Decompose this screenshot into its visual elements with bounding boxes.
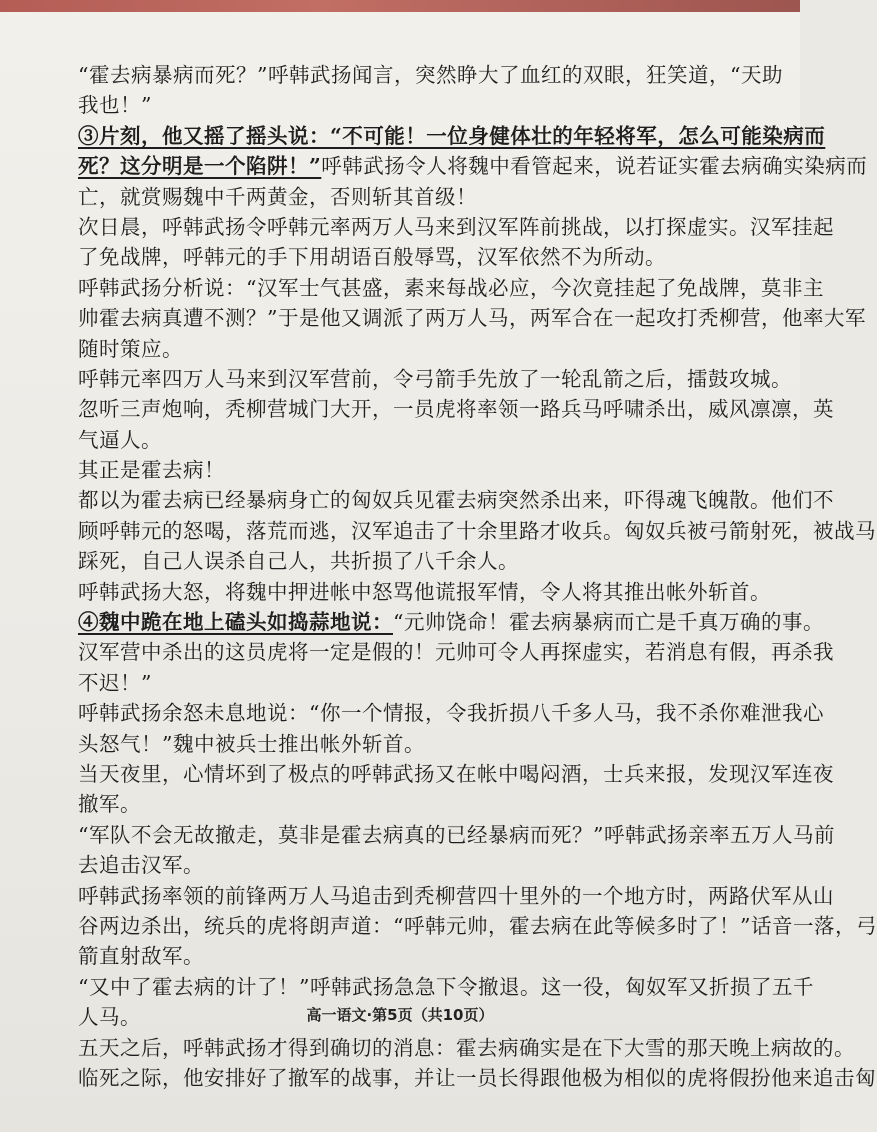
paragraph-line: 呼韩元率四万人马来到汉军营前，令弓箭手先放了一轮乱箭之后，擂鼓攻城。 [78, 366, 792, 391]
paragraph-line: “军队不会无故撤走，莫非是霍去病真的已经暴病而死？”呼韩武扬亲率五万人马前 [78, 822, 835, 847]
paragraph-line: “霍去病暴病而死？”呼韩武扬闻言，突然睁大了血红的双眼，狂笑道，“天助 [78, 63, 783, 87]
paragraph-line: 次日晨，呼韩武扬令呼韩元率两万人马来到汉军阵前挑战，以打探虚实。汉军挂起 [78, 214, 834, 239]
underlined-sentence-3: ③片刻，他又摇了摇头说：“不可能！一位身健体壮的年轻将军，怎么可能染病而 [78, 123, 826, 148]
paragraph-line: 呼韩武扬分析说：“汉军士气甚盛，素来每战必应，今次竟挂起了免战牌，莫非主 [78, 275, 824, 300]
paragraph-line: 不迟！” [78, 670, 152, 695]
paragraph-line: 呼韩武扬大怒，将魏中押进帐中怒骂他谎报军情，令人将其推出帐外斩首。 [78, 579, 771, 604]
paragraph-line: 忽听三声炮响，秃柳营城门大开，一员虎将率领一路兵马呼啸杀出，威风凛凛，英 [78, 397, 834, 422]
paragraph-line: 亡，就赏赐魏中千两黄金，否则斩其首级！ [78, 184, 477, 209]
paragraph-line [78, 121, 826, 151]
paragraph-line: 谷两边杀出，统兵的虎将朗声道：“呼韩元帅，霍去病在此等候多时了！”话音一落，弓 [78, 913, 877, 938]
paragraph-line: 死？这分明是一个陷阱！”呼韩武扬令人将魏中看管起来，说若证实霍去病确实染病而 [78, 154, 868, 179]
paragraph-line: 头怒气！”魏中被兵士推出帐外斩首。 [78, 731, 425, 756]
paragraph-line: 汉军营中杀出的这员虎将一定是假的！元帅可令人再探虚实，若消息有假，再杀我 [78, 640, 834, 665]
paragraph-line: 帅霍去病真遭不测？”于是他又调派了两万人马，两军合在一起攻打秃柳营，他率大军 [78, 306, 866, 331]
paragraph-line: 随时策应。 [78, 336, 183, 361]
underlined-sentence-4: ④魏中跪在地上磕头如捣蒜地说： [78, 610, 393, 635]
paragraph-line: 顾呼韩元的怒喝，落荒而逃，汉军追击了十余里路才收兵。匈奴兵被弓箭射死，被战马 [78, 518, 876, 543]
paragraph-line: “又中了霍去病的计了！”呼韩武扬急急下令撤退。这一役，匈奴军又折损了五千 [78, 974, 814, 999]
paragraph-line: ④魏中跪在地上磕头如捣蒜地说：“元帅饶命！霍去病暴病而亡是千真万确的事。 [78, 610, 824, 635]
paragraph-line: 五天之后，呼韩武扬才得到确切的消息：霍去病确实是在下大雪的那天晚上病故的。 [78, 1035, 855, 1060]
paragraph-line: 气逼人。 [78, 427, 162, 452]
paragraph-line: 去追击汉军。 [78, 853, 204, 878]
paragraph-line: 我也！” [78, 93, 152, 118]
paragraph-line: 撤军。 [78, 792, 141, 817]
paragraph-line: 呼韩武扬率领的前锋两万人马追击到秃柳营四十里外的一个地方时，两路伏军从山 [78, 883, 834, 908]
page-top-edge [0, 0, 800, 12]
paragraph-line: 箭直射敌军。 [78, 944, 204, 969]
paragraph-line: 都以为霍去病已经暴病身亡的匈奴兵见霍去病突然杀出来，吓得魂飞魄散。他们不 [78, 488, 834, 513]
paragraph-line: 踩死，自己人误杀自己人，共折损了八千余人。 [78, 549, 519, 574]
paragraph-line: 临死之际，他安排好了撤军的战事，并让一员长得跟他极为相似的虎将假扮他来追击匈 [78, 1065, 876, 1090]
page-footer: 高一语文·第5页（共10页） [306, 1006, 494, 1024]
paragraph-line: 人马。 [78, 1005, 141, 1030]
paragraph-line: 了免战牌，呼韩元的手下用胡语百般辱骂，汉军依然不为所动。 [78, 245, 666, 270]
passage-body [78, 60, 877, 1093]
paragraph-line: 当天夜里，心情坏到了极点的呼韩武扬又在帐中喝闷酒，士兵来报，发现汉军连夜 [78, 761, 834, 786]
paragraph-line: 呼韩武扬余怒未息地说：“你一个情报，令我折损八千多人马，我不杀你难泄我心 [78, 701, 824, 726]
paragraph-line: 其正是霍去病！ [78, 458, 225, 483]
underlined-sentence-3-end: 死？这分明是一个陷阱！” [78, 154, 322, 179]
